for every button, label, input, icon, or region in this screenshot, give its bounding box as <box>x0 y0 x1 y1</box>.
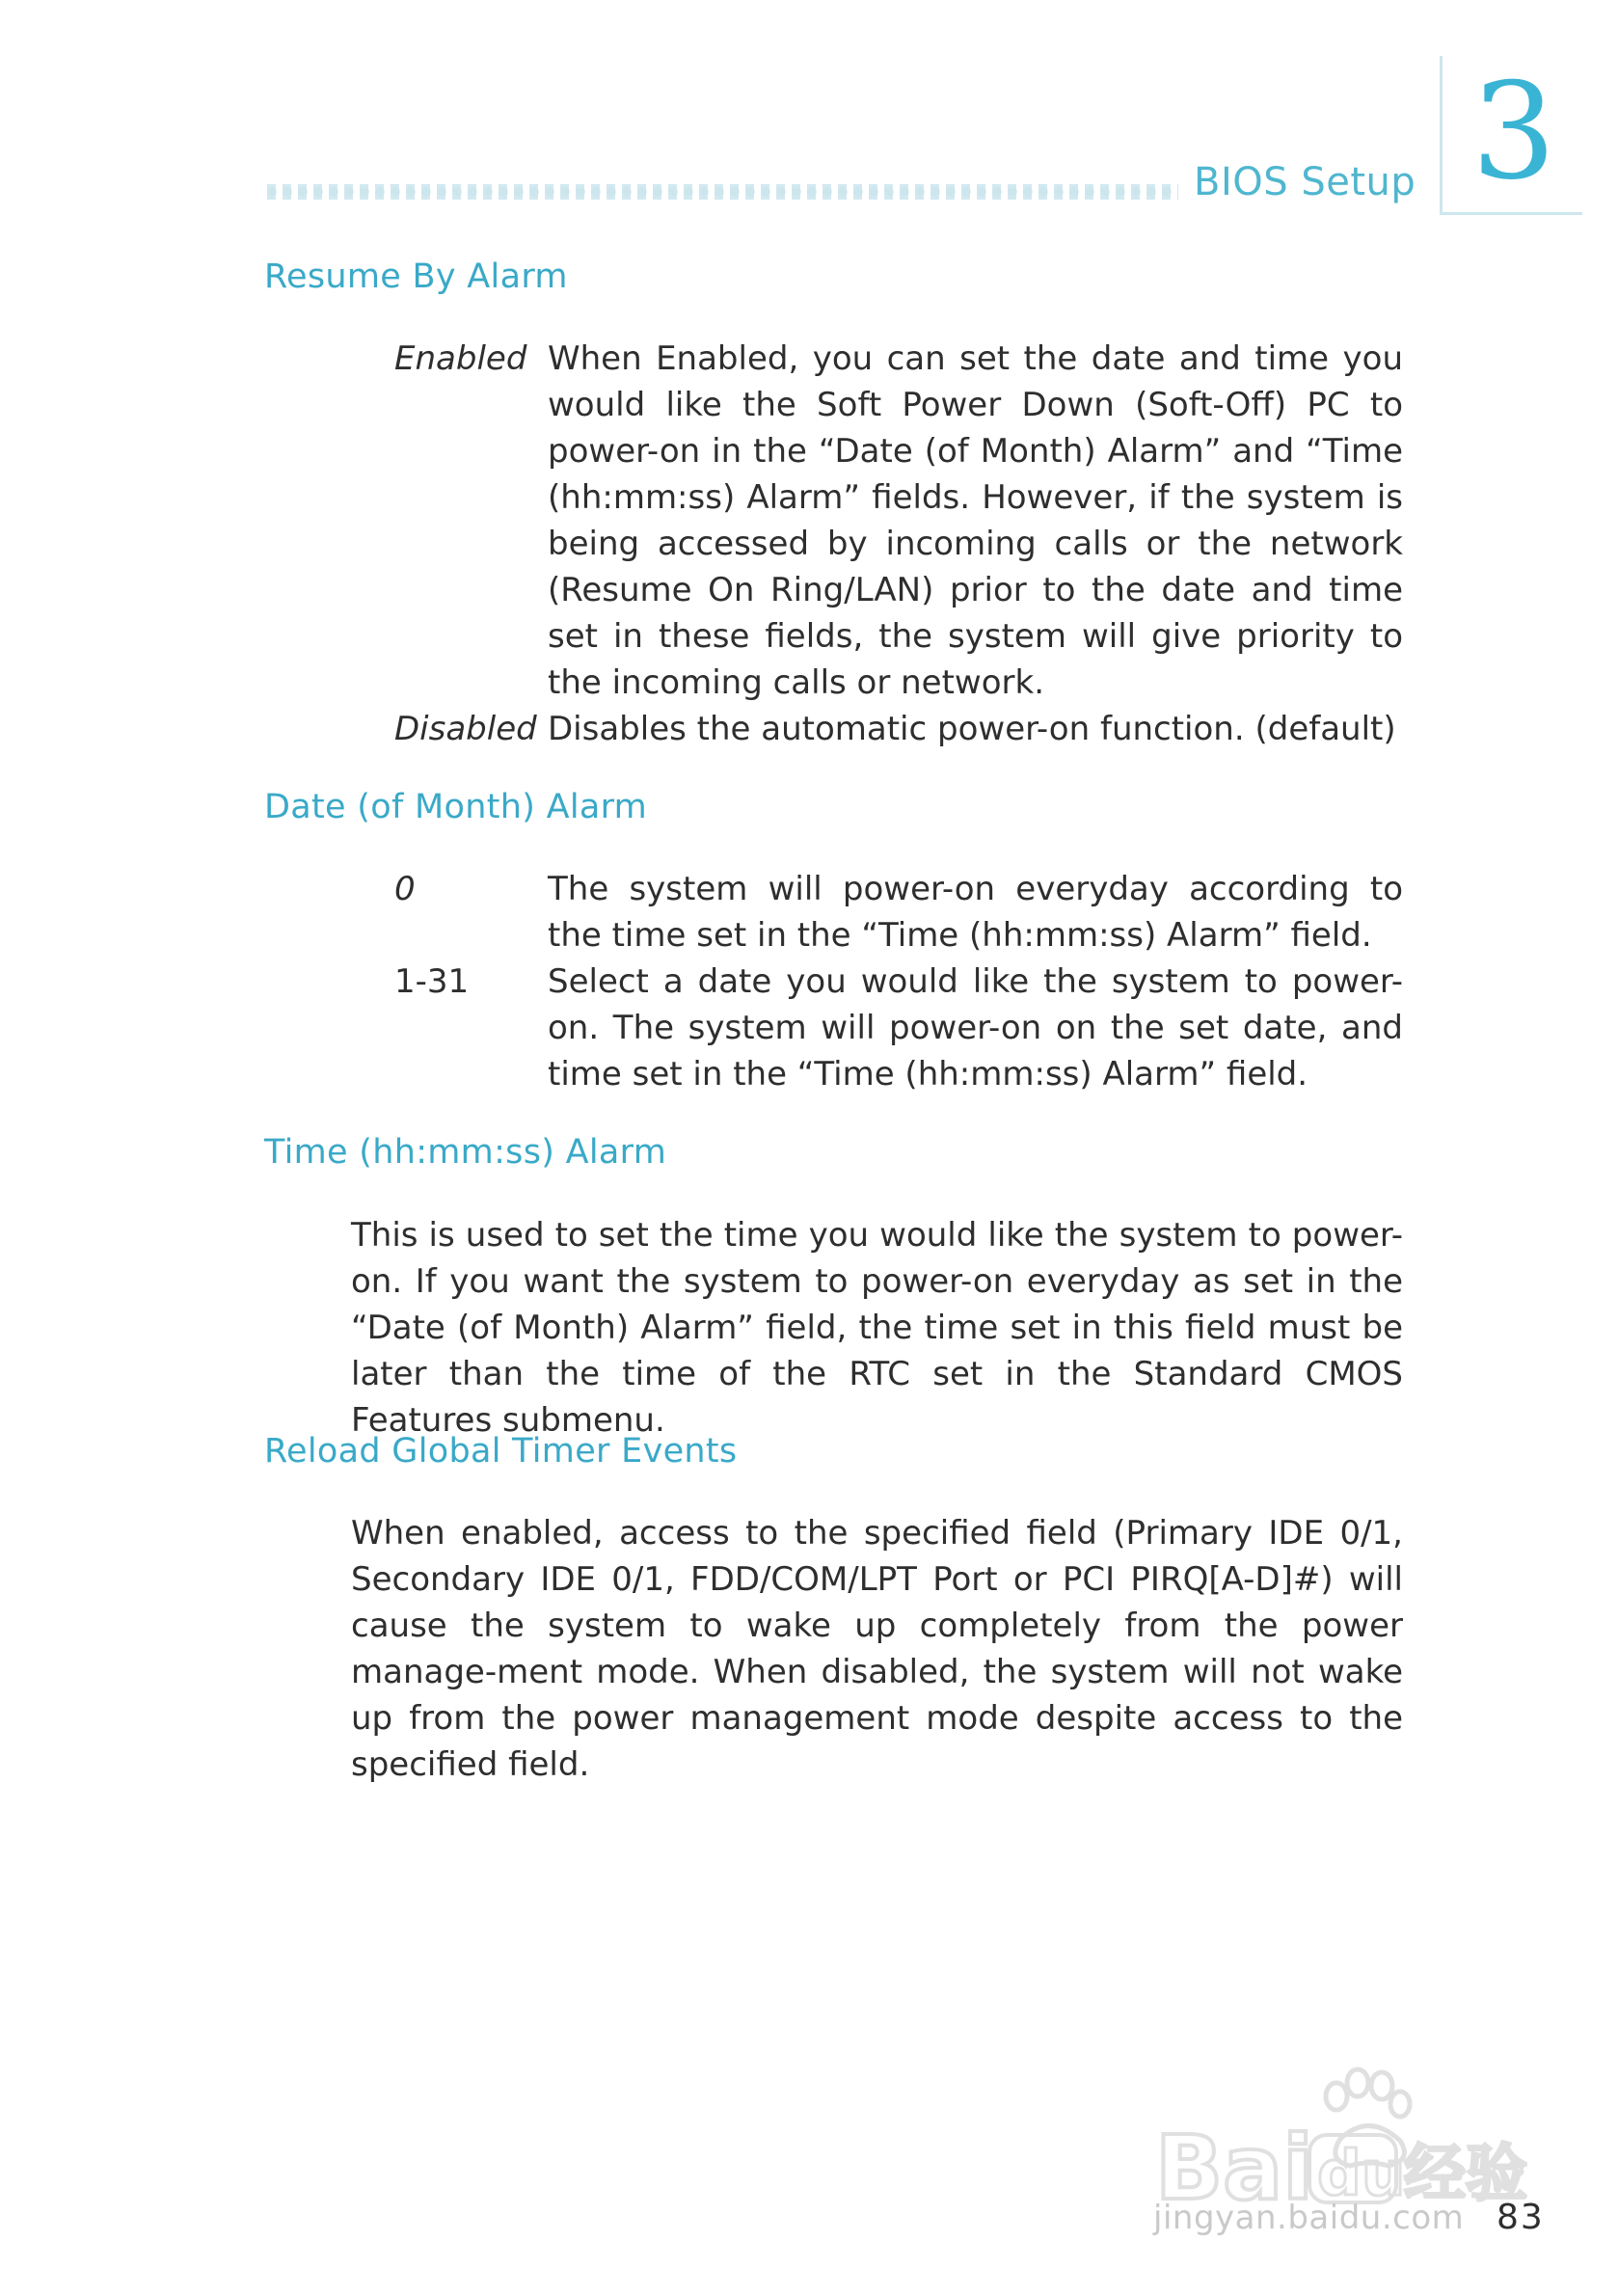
heading-time-alarm: Time (hh:mm:ss) Alarm <box>264 1133 667 1172</box>
reload-timer-body: When enabled, access to the specified field (Primary IDE 0/1, Secondary IDE 0/1, FDD/COM/LPT Port or PCI PIRQ[A-D]#) will cause the system to wake up completely from the power manage-ment mode. When disabled, the system will not wake up from the power management mode despite access to the specified field. <box>351 1514 1403 1784</box>
chapter-number: 3 <box>1471 54 1556 209</box>
svg-text:经验: 经验 <box>1404 2139 1527 2210</box>
option-term-enabled: Enabled <box>394 339 527 378</box>
section-title: BIOS Setup <box>1194 160 1416 204</box>
svg-text:du: du <box>1317 2139 1406 2210</box>
time-alarm-body: This is used to set the time you would like the system to power-on. If you want the system to power-on everyday as set in the “Date (of Month) Alarm” field, the time set in this field must be later than the time of the RTC set in the Standard CMOS Features submenu. <box>351 1216 1403 1440</box>
header-dotted-rule <box>267 184 1178 200</box>
option-term-range: 1-31 <box>394 962 470 1001</box>
svg-text:Bai: Bai <box>1155 2117 1313 2220</box>
page-number: 83 <box>1497 2198 1545 2237</box>
option-description-range: Select a date you would like the system to power-on. The system will power-on on the set date, and time set in the “Time (hh:mm:ss) Alarm” field. <box>548 962 1403 1094</box>
option-term-disabled: Disabled <box>394 710 537 748</box>
option-term-zero: 0 <box>394 870 416 908</box>
heading-resume-by-alarm: Resume By Alarm <box>264 257 568 296</box>
option-description-zero: The system will power-on everyday according to the time set in the “Time (hh:mm:ss) Alarm” field. <box>548 870 1403 955</box>
watermark-domain: jingyan.baidu.com <box>1153 2199 1465 2237</box>
heading-date-alarm: Date (of Month) Alarm <box>264 788 648 826</box>
option-description-enabled: When Enabled, you can set the date and time you would like the Soft Power Down (Soft-Off) PC to power-on in the “Date (of Month) Alarm” and “Time (hh:mm:ss) Alarm” fields. However, if the system is being accessed by incoming calls or the network (Resume On Ring/LAN) prior to the date and time set in these fields, the system will give priority to the incoming calls or network. <box>548 339 1403 702</box>
heading-reload-global-timer-events: Reload Global Timer Events <box>264 1432 738 1471</box>
option-description-disabled: Disables the automatic power-on function. (default) <box>548 710 1396 748</box>
